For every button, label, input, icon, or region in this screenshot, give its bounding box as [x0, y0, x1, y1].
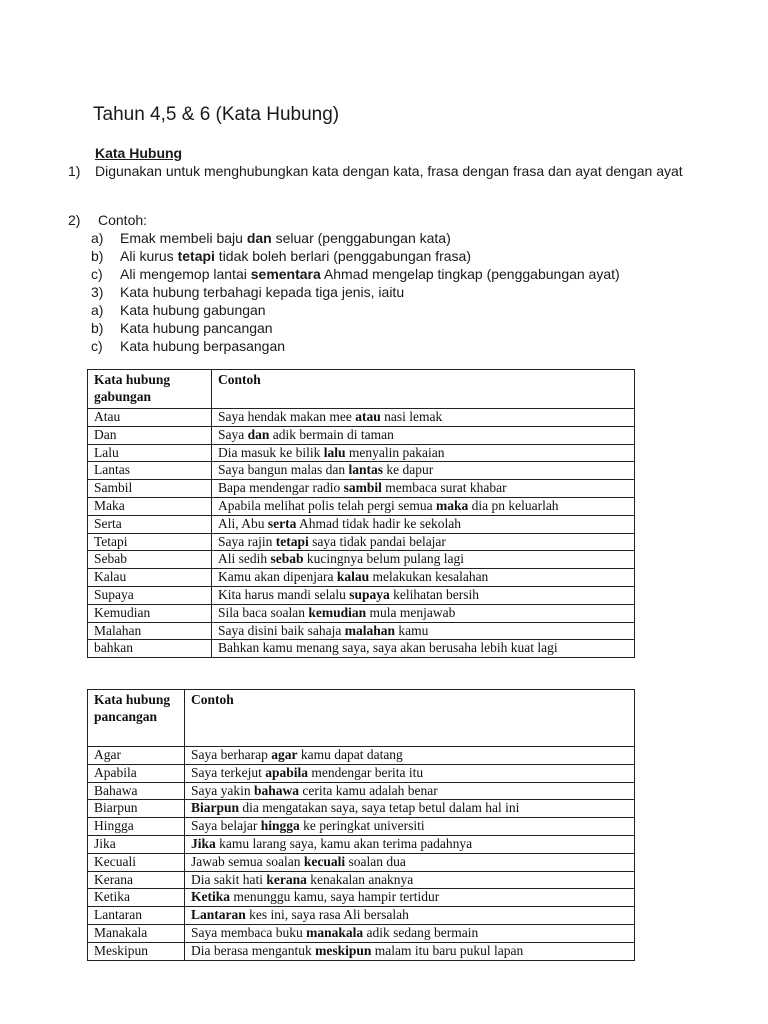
header-kata-hubung-gabungan: Kata hubung gabungan	[88, 370, 212, 409]
list-item-text	[120, 338, 285, 354]
table-row	[88, 818, 635, 836]
cell-example	[212, 409, 635, 427]
keyword: meskipun	[315, 942, 372, 958]
point-2	[68, 211, 147, 229]
table-header-row	[88, 690, 635, 747]
keyword: kalau	[336, 569, 370, 585]
page-title: Tahun 4,5 & 6 (Kata Hubung)	[93, 104, 340, 125]
table-row	[88, 551, 635, 569]
cell-example	[185, 835, 635, 853]
cell-example	[185, 907, 635, 925]
list-item	[91, 337, 620, 355]
list-item	[91, 283, 620, 301]
text: menyalin pakaian	[345, 444, 445, 460]
cell-word: Tetapi	[88, 533, 212, 551]
keyword: Lantaran	[191, 907, 246, 923]
table-row	[88, 871, 635, 889]
cell-example	[185, 889, 635, 907]
table-row	[88, 586, 635, 604]
cell-word: bahkan	[88, 640, 212, 658]
text: melakukan kesalahan	[369, 569, 489, 585]
text: Ali kurus	[120, 248, 178, 264]
text: soalan dua	[345, 853, 406, 869]
table-row	[88, 444, 635, 462]
text: Bapa mendengar radio	[218, 480, 344, 496]
text: Sila baca soalan	[218, 604, 309, 620]
text: kamu dapat datang	[297, 747, 403, 762]
list-marker: 3)	[91, 284, 104, 300]
cell-example	[185, 871, 635, 889]
text: nasi lemak	[380, 409, 443, 424]
cell-word: Dan	[88, 426, 212, 444]
text: saya tidak pandai belajar	[308, 533, 446, 549]
point-1-number: 1)	[68, 163, 81, 179]
cell-example	[212, 569, 635, 587]
table-kata-hubung-pancangan	[87, 689, 635, 961]
text: Kata hubung terbahagi kepada tiga jenis, iaitu	[120, 284, 405, 300]
keyword: supaya	[349, 586, 390, 602]
cell-word: Kecuali	[88, 853, 185, 871]
cell-word: Atau	[88, 409, 212, 427]
cell-example	[185, 818, 635, 836]
text: Bahkan kamu menang saya, saya akan berusaha lebih kuat lagi	[218, 640, 558, 656]
text: Saya berharap	[191, 747, 272, 762]
text: cerita kamu adalah benar	[299, 782, 438, 798]
cell-word: Jika	[88, 835, 185, 853]
keyword: Biarpun	[191, 800, 240, 816]
cell-word: Lantas	[88, 462, 212, 480]
cell-word: Lantaran	[88, 907, 185, 925]
cell-word: Malahan	[88, 622, 212, 640]
keyword: Ketika	[191, 889, 230, 905]
cell-example	[185, 747, 635, 765]
list-item-text	[120, 230, 451, 246]
cell-word: Sambil	[88, 480, 212, 498]
text: tidak boleh berlari (penggabungan frasa)	[214, 248, 471, 264]
text: Saya	[218, 426, 248, 442]
cell-word: Agar	[88, 747, 185, 765]
keyword: lantas	[348, 462, 383, 478]
cell-example	[212, 444, 635, 462]
text: Saya disini baik sahaja	[218, 622, 345, 638]
list-item-text	[120, 284, 404, 300]
table-header-row	[88, 370, 635, 409]
text: Dia berasa mengantuk	[191, 942, 316, 958]
text: dia mengatakan saya, saya tetap betul dalam hal ini	[239, 800, 520, 816]
keyword: maka	[435, 497, 469, 513]
cell-example	[185, 853, 635, 871]
cell-word: Serta	[88, 515, 212, 533]
table-row	[88, 835, 635, 853]
cell-example	[212, 426, 635, 444]
cell-example	[212, 462, 635, 480]
cell-example	[212, 551, 635, 569]
keyword: malahan	[344, 622, 395, 638]
text: Saya hendak makan mee	[218, 409, 356, 424]
cell-example	[185, 764, 635, 782]
cell-example	[212, 604, 635, 622]
keyword: agar	[271, 747, 298, 762]
keyword: lalu	[323, 444, 346, 460]
list-item-text	[120, 248, 471, 264]
text: Ali, Abu	[218, 515, 268, 531]
example-list	[91, 229, 620, 355]
keyword: dan	[246, 230, 272, 246]
cell-word: Ketika	[88, 889, 185, 907]
cell-example	[185, 782, 635, 800]
list-marker: b)	[91, 248, 104, 264]
table-row	[88, 764, 635, 782]
text: Kata hubung berpasangan	[120, 338, 286, 354]
text: malam itu baru pukul lapan	[371, 942, 524, 958]
keyword: bahawa	[254, 782, 300, 798]
table-row	[88, 426, 635, 444]
cell-example	[185, 942, 635, 960]
text: Ali sedih	[218, 551, 271, 567]
table-row	[88, 409, 635, 427]
cell-word: Supaya	[88, 586, 212, 604]
keyword: serta	[267, 515, 297, 531]
table-row	[88, 782, 635, 800]
point-1-text: Digunakan untuk menghubungkan kata dengan kata, frasa dengan frasa dan ayat dengan ayat	[95, 163, 683, 179]
list-item	[91, 319, 620, 337]
cell-word: Meskipun	[88, 942, 185, 960]
table-row	[88, 569, 635, 587]
cell-example	[185, 800, 635, 818]
list-marker: c)	[91, 338, 103, 354]
table-row	[88, 515, 635, 533]
text: seluar (penggabungan kata)	[271, 230, 451, 246]
text: mendengar berita itu	[308, 764, 424, 780]
cell-example	[212, 497, 635, 515]
table-row	[88, 462, 635, 480]
keyword: hingga	[260, 818, 300, 834]
text: Saya yakin	[191, 782, 254, 798]
table-row	[88, 924, 635, 942]
text: Saya rajin	[218, 533, 276, 549]
keyword: tetapi	[177, 248, 215, 264]
text: ke dapur	[382, 462, 434, 478]
keyword: dan	[247, 426, 270, 442]
keyword: tetapi	[275, 533, 309, 549]
cell-word: Hingga	[88, 818, 185, 836]
text: menunggu kamu, saya hampir tertidur	[230, 889, 440, 905]
text: kenakalan anaknya	[306, 871, 414, 887]
keyword: sambil	[343, 480, 382, 496]
cell-word: Maka	[88, 497, 212, 515]
text: Dia sakit hati	[191, 871, 267, 887]
list-marker: b)	[91, 320, 104, 336]
text: Saya belajar	[191, 818, 261, 834]
keyword: manakala	[306, 924, 364, 940]
table-row	[88, 604, 635, 622]
keyword: sebab	[270, 551, 304, 567]
list-item-text	[120, 302, 266, 318]
header-contoh: Contoh	[185, 690, 635, 747]
text: kucingnya belum pulang lagi	[303, 551, 464, 567]
text: Kamu akan dipenjara	[218, 569, 337, 585]
section-heading: Kata Hubung	[95, 145, 183, 161]
table-row	[88, 889, 635, 907]
cell-word: Kerana	[88, 871, 185, 889]
text: Ahmad tidak hadir ke sekolah	[296, 515, 461, 531]
text: ke peringkat universiti	[299, 818, 425, 834]
list-item	[91, 229, 620, 247]
text: Apabila melihat polis telah pergi semua	[218, 497, 436, 513]
table-row	[88, 533, 635, 551]
keyword: sementara	[250, 266, 321, 282]
table-row	[88, 853, 635, 871]
keyword: apabila	[265, 764, 309, 780]
keyword: atau	[355, 409, 381, 424]
table-row	[88, 942, 635, 960]
text: adik bermain di taman	[269, 426, 394, 442]
cell-word: Manakala	[88, 924, 185, 942]
list-item	[91, 265, 620, 283]
table-row	[88, 747, 635, 765]
cell-example	[212, 480, 635, 498]
text: Jawab semua soalan	[191, 853, 304, 869]
text: mula menjawab	[366, 604, 456, 620]
list-item-text	[120, 266, 620, 282]
text: Dia masuk ke bilik	[218, 444, 324, 460]
list-marker: a)	[91, 230, 104, 246]
list-item	[91, 247, 620, 265]
list-marker: a)	[91, 302, 104, 318]
text: Saya bangun malas dan	[218, 462, 349, 478]
cell-word: Biarpun	[88, 800, 185, 818]
cell-word: Kalau	[88, 569, 212, 587]
cell-word: Apabila	[88, 764, 185, 782]
cell-word: Kemudian	[88, 604, 212, 622]
text: Kita harus mandi selalu	[218, 586, 350, 602]
cell-word: Lalu	[88, 444, 212, 462]
text: dia pn keluarlah	[468, 497, 559, 513]
header-contoh: Contoh	[212, 370, 635, 409]
cell-example	[185, 924, 635, 942]
keyword: kemudian	[308, 604, 367, 620]
cell-word: Sebab	[88, 551, 212, 569]
cell-example	[212, 515, 635, 533]
text: Kata hubung pancangan	[120, 320, 273, 336]
cell-example	[212, 586, 635, 604]
table-row	[88, 800, 635, 818]
text: kelihatan bersih	[389, 586, 479, 602]
point-1	[68, 162, 708, 180]
list-marker: c)	[91, 266, 103, 282]
table-row	[88, 480, 635, 498]
table-row	[88, 640, 635, 658]
list-item	[91, 301, 620, 319]
header-kata-hubung-pancangan: Kata hubung pancangan	[88, 690, 185, 747]
list-item-text	[120, 320, 273, 336]
table-kata-hubung-gabungan	[87, 369, 635, 658]
text: kamu	[395, 622, 429, 638]
text: membaca surat khabar	[381, 480, 507, 496]
point-2-number: 2)	[68, 212, 81, 228]
keyword: kecuali	[303, 853, 346, 869]
keyword: kerana	[266, 871, 307, 887]
text: kes ini, saya rasa Ali bersalah	[245, 907, 409, 923]
text: adik sedang bermain	[363, 924, 479, 940]
text: Ali mengemop lantai	[120, 266, 251, 282]
text: Ahmad mengelap tingkap (penggabungan ayat)	[320, 266, 620, 282]
keyword: Jika	[191, 835, 216, 851]
text: Saya terkejut	[191, 764, 266, 780]
table-row	[88, 622, 635, 640]
cell-word: Bahawa	[88, 782, 185, 800]
table-row	[88, 497, 635, 515]
text: kamu larang saya, kamu akan terima padahnya	[215, 835, 473, 851]
text: Saya membaca buku	[191, 924, 307, 940]
cell-example	[212, 640, 635, 658]
text: Kata hubung gabungan	[120, 302, 266, 318]
text: Emak membeli baju	[120, 230, 247, 246]
table-row	[88, 907, 635, 925]
cell-example	[212, 533, 635, 551]
point-2-text: Contoh:	[98, 212, 148, 228]
cell-example	[212, 622, 635, 640]
